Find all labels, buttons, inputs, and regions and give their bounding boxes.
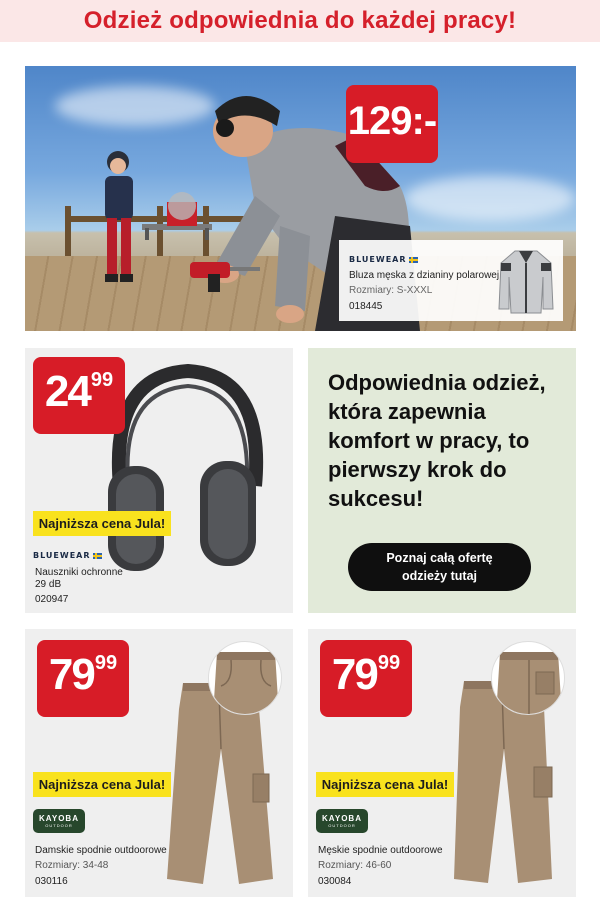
brand-name: BLUEWEAR bbox=[33, 551, 91, 560]
drill-image bbox=[180, 256, 270, 296]
kayoba-logo bbox=[33, 809, 85, 833]
cta-label-line1: Poznaj całą ofertę bbox=[386, 551, 493, 565]
product-name: Bluza męska z dzianiny polarowej bbox=[349, 270, 500, 281]
price-value: 129:- bbox=[347, 99, 437, 143]
women-pants-image bbox=[155, 679, 285, 889]
kayoba-logo bbox=[316, 809, 368, 833]
brand-name: BLUEWEAR bbox=[349, 255, 407, 264]
price-main: 24 bbox=[44, 367, 90, 416]
article-number: 030116 bbox=[35, 876, 68, 887]
product-name: Męskie spodnie outdoorowe bbox=[318, 845, 443, 856]
hero-banner[interactable] bbox=[25, 66, 576, 331]
article-number: 020947 bbox=[35, 594, 69, 605]
detail-zoom-image bbox=[491, 641, 565, 715]
brand-subtitle: OUTDOOR bbox=[328, 823, 356, 828]
swedish-flag-icon bbox=[93, 553, 102, 559]
brand-name: KAYOBA bbox=[39, 814, 79, 823]
price-main: 79 bbox=[331, 650, 377, 699]
child-image bbox=[93, 148, 143, 288]
product-spec: 29 dB bbox=[35, 579, 62, 590]
product-sizes: Rozmiary: 34-48 bbox=[35, 860, 109, 871]
promo-text: Odpowiednia odzież, która zapewnia komfort w pracy, to pierwszy krok do sukcesu! bbox=[328, 370, 546, 511]
article-number: 018445 bbox=[349, 301, 383, 312]
product-name: Nauszniki ochronne bbox=[35, 567, 123, 578]
lowest-price-label: Najniższa cena Jula! bbox=[316, 772, 454, 797]
lowest-price-label: Najniższa cena Jula! bbox=[33, 511, 171, 536]
product-name: Damskie spodnie outdoorowe bbox=[35, 845, 167, 856]
product-sizes: Rozmiary: 46-60 bbox=[318, 860, 392, 871]
header-banner bbox=[0, 0, 600, 42]
detail-zoom-image bbox=[208, 641, 282, 715]
swedish-flag-icon bbox=[409, 257, 418, 263]
price-main: 79 bbox=[48, 650, 94, 699]
lowest-price-label: Najniższa cena Jula! bbox=[33, 772, 171, 797]
product-sizes: Rozmiary: S-XXXL bbox=[349, 285, 433, 296]
earmuffs-image bbox=[100, 356, 275, 586]
brand-name: KAYOBA bbox=[322, 814, 362, 823]
article-number: 030084 bbox=[318, 876, 352, 887]
women-pants-panel[interactable] bbox=[25, 629, 293, 897]
bluewear-logo bbox=[33, 551, 102, 560]
price-badge bbox=[320, 640, 412, 717]
product-info-card[interactable] bbox=[339, 240, 563, 321]
sky-cloud bbox=[405, 176, 575, 221]
bluewear-logo bbox=[349, 255, 418, 264]
brand-subtitle: OUTDOOR bbox=[45, 823, 73, 828]
page-title: Odzież odpowiednia do każdej pracy! bbox=[83, 7, 517, 34]
price-cents: 99 bbox=[94, 652, 118, 674]
cta-label-line2: odzieży tutaj bbox=[401, 569, 477, 583]
price-cents: 99 bbox=[377, 652, 401, 674]
fleece-jacket-image bbox=[497, 247, 555, 315]
price-cents: 99 bbox=[90, 369, 114, 391]
men-pants-panel[interactable] bbox=[308, 629, 576, 897]
see-offer-button[interactable] bbox=[348, 543, 531, 591]
price-badge bbox=[37, 640, 129, 717]
price-badge bbox=[33, 357, 125, 434]
price-badge bbox=[346, 85, 438, 163]
earmuffs-panel[interactable] bbox=[25, 348, 293, 613]
